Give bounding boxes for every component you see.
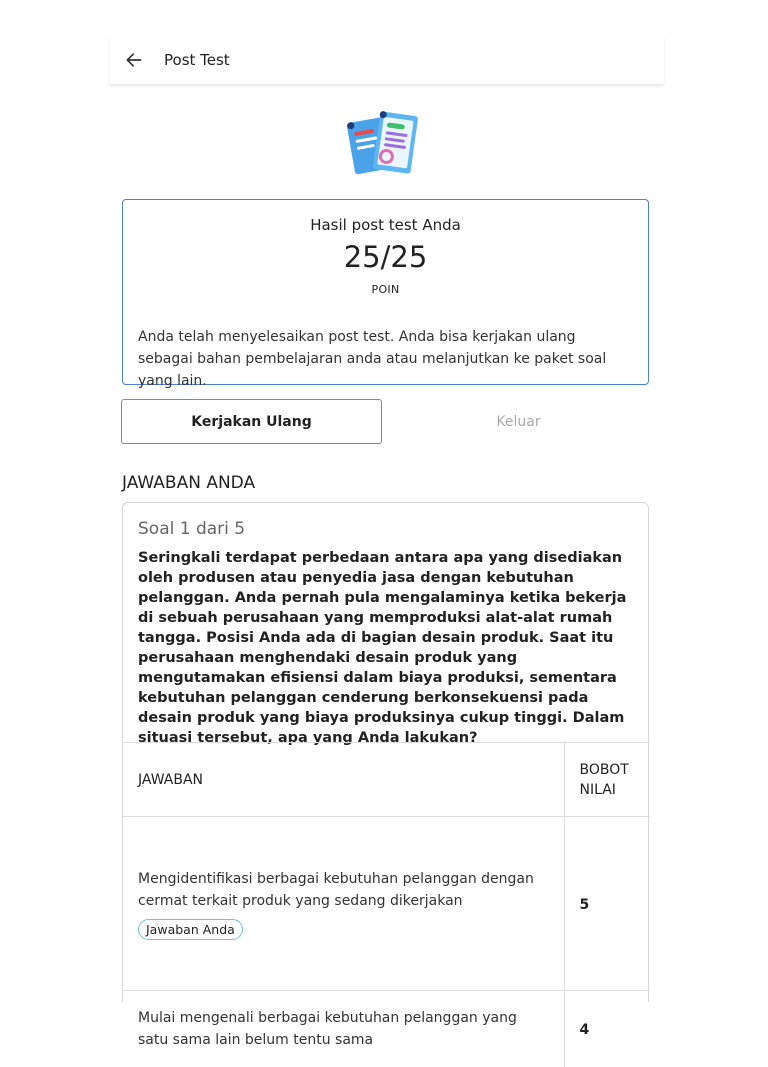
result-title: Hasil post test Anda xyxy=(310,216,461,234)
table-row xyxy=(123,817,650,991)
result-description: Anda telah menyelesaikan post test. Anda bisa kerjakan ulang sebagai bahan pembelajaran anda atau melanjutkan ke paket soal yang lain. xyxy=(138,329,607,389)
answers-section-title: JAWABAN ANDA xyxy=(122,473,256,493)
page-title: Post Test xyxy=(164,51,230,69)
answer-score: 5 xyxy=(579,897,590,913)
answer-cell xyxy=(123,817,564,991)
answer-score: 4 xyxy=(579,1022,590,1039)
arrow-left-icon xyxy=(124,50,144,70)
column-header-answer: JAWABAN xyxy=(123,743,564,817)
question-text: Seringkali terdapat perbedaan antara apa yang disediakan oleh produsen atau penyedia jasa dengan kebutuhan pelanggan. Anda pernah pula mengalaminya ketika bekerja di sebuah perusahaan yang memproduksi alat-alat rumah tangga. Posisi Anda ada di bagian desain produk. Saat itu perusahaan menghendaki desain produk yang mengutamakan efisiensi dalam biaya produksi, sementara kebutuhan pelanggan cenderung berkonsekuensi pada desain produk yang biaya produksinya cukup tinggi. Dalam situasi tersebut, apa yang Anda lakukan? xyxy=(138,550,627,746)
retry-button[interactable]: Kerjakan Ulang xyxy=(121,399,382,444)
score-cell xyxy=(564,817,650,991)
answer-text: Mengidentifikasi berbagai kebutuhan pelanggan dengan cermat terkait produk yang sedang dikerjakan xyxy=(138,870,534,909)
answer-cell xyxy=(123,991,564,1067)
exit-button[interactable]: Keluar xyxy=(388,399,649,444)
result-unit: POIN xyxy=(371,283,400,296)
question-number: Soal 1 dari 5 xyxy=(138,519,246,539)
result-card xyxy=(122,199,649,389)
test-documents-illustration xyxy=(346,110,426,184)
column-header-score: BOBOT NILAI xyxy=(564,743,650,817)
documents-icon xyxy=(346,110,426,184)
back-button[interactable] xyxy=(122,48,146,72)
answer-table xyxy=(123,742,650,1067)
table-row xyxy=(123,991,650,1067)
result-score: 25/25 xyxy=(343,240,428,274)
your-answer-badge: Jawaban Anda xyxy=(138,919,243,940)
score-cell xyxy=(564,991,650,1067)
top-app-bar xyxy=(110,36,664,84)
question-card xyxy=(122,502,649,1048)
answer-text: Mulai mengenali berbagai kebutuhan pelanggan yang satu sama lain belum tentu sama xyxy=(138,1009,517,1048)
table-header-row xyxy=(123,743,650,817)
